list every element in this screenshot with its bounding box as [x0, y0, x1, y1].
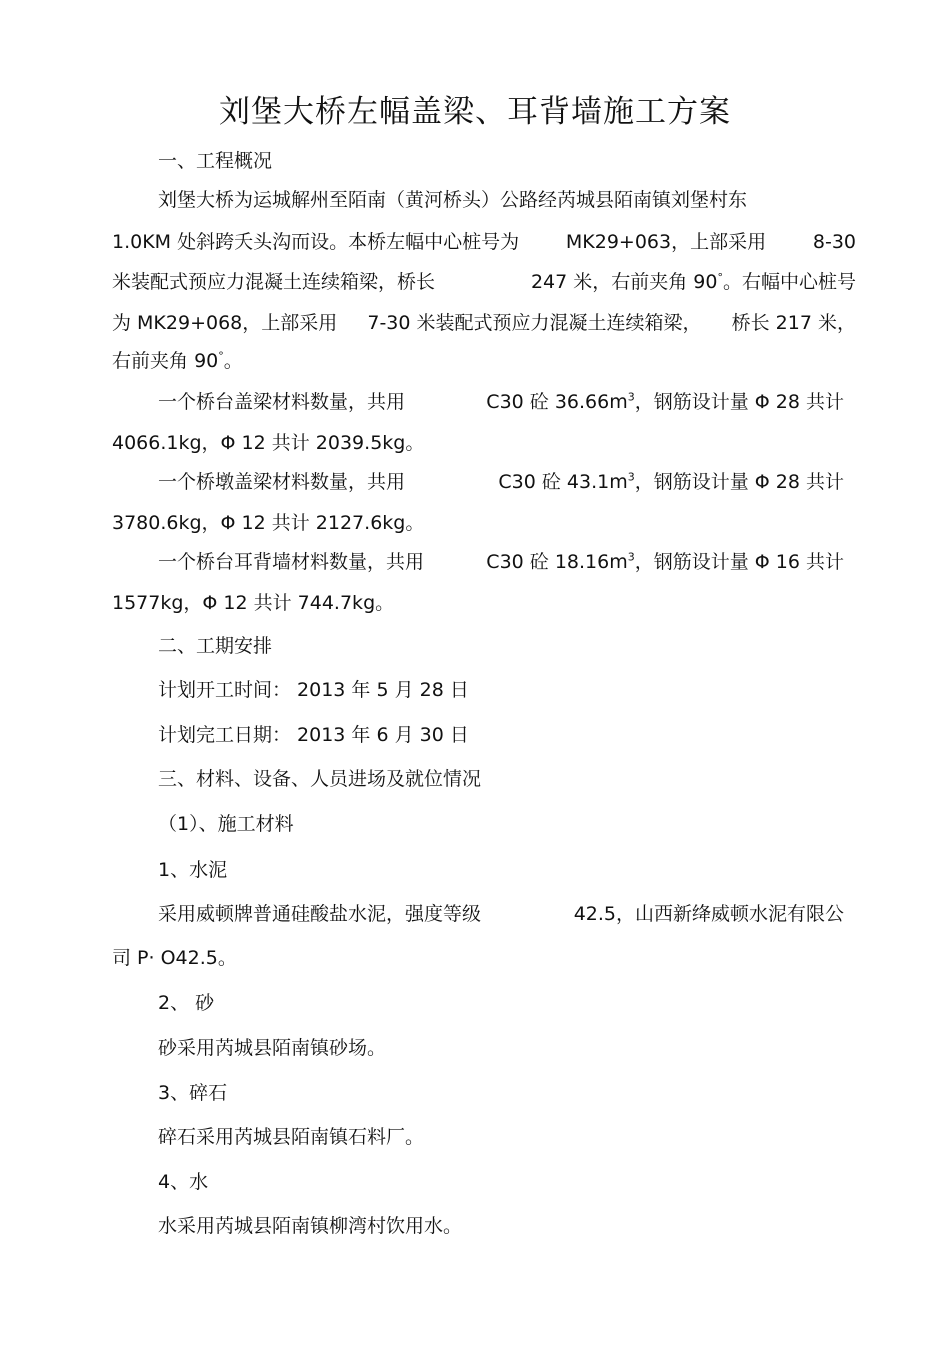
- abutment-cap-rebar: ，钢筋设计量 Φ 28 共计: [634, 391, 844, 413]
- section-heading-schedule: 二、工期安排: [158, 635, 273, 657]
- item-water-text: 水采用芮城县陌南镇柳湾村饮用水。: [158, 1215, 463, 1237]
- document-title: 刘堡大桥左幅盖梁、耳背墙施工方案: [219, 94, 731, 130]
- overview-line-2: [112, 229, 856, 255]
- overview-line-2-b: MK29+063，上部采用: [565, 231, 767, 253]
- backwall-line-1: [158, 549, 844, 575]
- overview-angle-right: 90: [194, 350, 219, 372]
- materials-subheading: （1）、施工材料: [158, 813, 294, 835]
- overview-line-3-a: 米装配式预应力混凝土连续箱梁，桥长: [112, 271, 436, 293]
- schedule-end: 计划完工日期： 2013 年 6 月 30 日: [158, 724, 469, 746]
- item-cement-heading: 1、水泥: [158, 859, 228, 881]
- degree-mark: °: [218, 349, 224, 363]
- cubic-superscript: 3: [627, 470, 635, 484]
- overview-line-5-c: 。: [223, 350, 243, 372]
- backwall-line-2: 1577kg，Φ 12 共计 744.7kg。: [112, 592, 395, 614]
- backwall-concrete: C30 砼 18.16m: [486, 551, 628, 573]
- abutment-cap-concrete: C30 砼 36.66m: [486, 391, 628, 413]
- item-water-heading: 4、水: [158, 1171, 209, 1193]
- overview-line-4-a: 为 MK29+068，上部采用: [112, 312, 338, 334]
- overview-line-4-c: 桥长 217 米，: [731, 312, 856, 334]
- item-cement-b: 42.5，山西新绛威顿水泥有限公: [573, 903, 844, 925]
- overview-line-3-b: 247 米，右前夹角 90°。右幅中心桩号: [530, 270, 856, 293]
- item-sand-heading: 2、 砂: [158, 992, 215, 1014]
- overview-line-2-c: 8-30: [812, 231, 856, 253]
- item-gravel-text: 碎石采用芮城县陌南镇石料厂。: [158, 1126, 425, 1148]
- abutment-cap-line-2: 4066.1kg，Φ 12 共计 2039.5kg。: [112, 432, 425, 454]
- backwall-a: 一个桥台耳背墙材料数量，共用: [158, 551, 425, 573]
- abutment-cap-b: [486, 389, 844, 415]
- overview-line-1: 刘堡大桥为运城解州至陌南（黄河桥头）公路经芮城县陌南镇刘堡村东: [158, 189, 748, 211]
- item-sand-text: 砂采用芮城县陌南镇砂场。: [158, 1037, 387, 1059]
- pier-cap-line-1: [158, 469, 844, 495]
- cubic-superscript: 3: [627, 390, 635, 404]
- overview-line-5: [112, 348, 243, 374]
- abutment-cap-a: 一个桥台盖梁材料数量，共用: [158, 391, 406, 413]
- overview-line-4: [112, 310, 856, 336]
- backwall-rebar: ，钢筋设计量 Φ 16 共计: [634, 551, 844, 573]
- pier-cap-line-2: 3780.6kg，Φ 12 共计 2127.6kg。: [112, 512, 425, 534]
- overview-line-4-b: 7-30 米装配式预应力混凝土连续箱梁，: [367, 312, 702, 334]
- cubic-superscript: 3: [627, 550, 635, 564]
- item-cement-a: 采用威顿牌普通硅酸盐水泥，强度等级: [158, 903, 482, 925]
- item-cement-line-2: 司 P· O42.5。: [112, 947, 237, 969]
- section-heading-overview: 一、工程概况: [158, 150, 273, 172]
- pier-cap-rebar: ，钢筋设计量 Φ 28 共计: [634, 471, 844, 493]
- item-gravel-heading: 3、碎石: [158, 1082, 228, 1104]
- overview-angle-left: 90: [693, 271, 718, 293]
- overview-line-3-d: 。右幅中心桩号: [722, 271, 856, 293]
- pier-cap-b: [498, 469, 844, 495]
- schedule-start: 计划开工时间： 2013 年 5 月 28 日: [158, 679, 469, 701]
- overview-line-5-a: 右前夹角: [112, 350, 189, 372]
- abutment-cap-line-1: [158, 389, 844, 415]
- overview-line-3-b-text: 247 米，右前夹角: [530, 271, 688, 293]
- pier-cap-concrete: C30 砼 43.1m: [498, 471, 628, 493]
- backwall-b: [486, 549, 844, 575]
- pier-cap-a: 一个桥墩盖梁材料数量，共用: [158, 471, 406, 493]
- section-heading-materials: 三、材料、设备、人员进场及就位情况: [158, 768, 482, 790]
- overview-line-2-a: 1.0KM 处斜跨夭头沟而设。本桥左幅中心桩号为: [112, 231, 520, 253]
- overview-line-3: [112, 269, 856, 295]
- item-cement-line-1: [158, 901, 844, 927]
